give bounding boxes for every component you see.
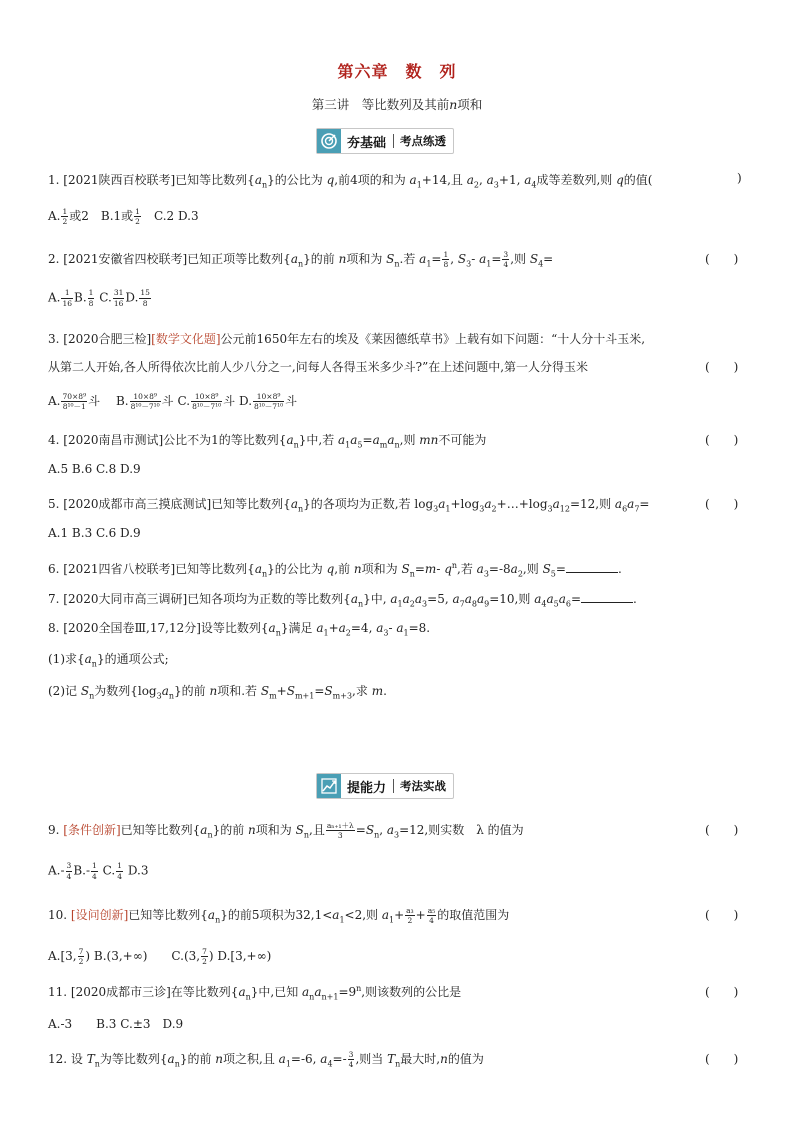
question-2: 2. [2021安徽省四校联考]已知正项等比数列$\{a_n\}$的前 n项和为 $S_n$.若 $a_1=$ $\frac{1}{8}$ , $S_3-$ $a_1=$ $\frac{3}{4}$ ,则 $S_4=$ (48, 249, 554, 269)
question-12: 12. 设 $T_n$为等比数列$\{a_n\}$的前 n项之积,且 $a_1=-6$, $a_4=-$ $\frac{3}{4}$ ,则当 $T_n$最大时,n的值为 (48, 1049, 484, 1069)
question-7: 7. [2020大同市高三调研]已知各项均为正数的等比数列$\{a_n\}$中, $a_1a_2a_3=5$, $a_7a_8a_9=10$,则 $a_4a_5a_6=$ . (48, 592, 637, 609)
answer-blank-6[interactable] (566, 562, 618, 573)
question-6: 6. [2021四省八校联考]已知等比数列$\{a_n\}$的公比为 q,前 n项和为 $S_n=m-$ $q^n$,若 $a_3=-8a_2$,则 $S_5=$ . (48, 561, 622, 579)
culture-tag: [数学文化题] (151, 332, 221, 346)
question-4: 4. [2020南昌市测试]公比不为1的等比数列$\{a_n\}$中,若 $a_1a_5=a_ma_n$,则 mn不可能为 (48, 433, 487, 450)
question-12-paren: ( ) (705, 1052, 739, 1066)
question-5-options: A.1 B.3 C.6 D.9 (48, 526, 141, 540)
question-3-options: A. $\frac{\text{70×8⁹}}{\text{8¹⁰－1}}$ 斗 B. $\frac{\text{10×8⁹}}{\text{8¹⁰－7¹⁰}}$ 斗 C. $\frac{\text{10×8⁹}}{\text{8¹⁰－7¹⁰}}$ 斗 D. $\frac{\text{10×8⁹}}{\text{8¹⁰－7¹⁰}}$ 斗 (48, 391, 298, 411)
question-3-line-1: 3. [2020合肥三检][数学文化题]公元前1650年左右的埃及《莱因德纸草书》上载有如下问题：“十人分十斗玉米, (48, 332, 646, 346)
question-3-paren: ( ) (705, 360, 739, 374)
question-11-paren: ( ) (705, 985, 739, 999)
banner-ability (316, 773, 454, 799)
question-10-paren: ( ) (705, 908, 739, 922)
question-8: 8. [2020全国卷Ⅲ,17,12分]设等比数列$\{a_n\}$满足 $a_1+a_2=4$, $a_3-$ $a_1=8$. (48, 621, 431, 638)
chart-trend-icon (317, 774, 341, 798)
banner-foundation (316, 128, 454, 154)
question-5: 5. [2020成都市高三摸底测试]已知等比数列$\{a_n\}$的各项均为正数,若 $\log_3a_1+\log_3a_2+\dots+\log_3a_{12}=12$,则 $a_6a_7=$ (48, 497, 650, 514)
question-8-part-1: (1)求$\{a_n\}$的通项公式; (48, 652, 169, 669)
question-11-options: A.-3 B.3 C.±3 D.9 (48, 1017, 184, 1031)
question-10-options: A.[3, $\frac{7}{2}$ ) B.(3,+∞) C.(3, $\frac{7}{2}$ ) D.[3,+∞) (48, 946, 272, 966)
banner-ability-title: 提能力 (347, 780, 387, 796)
question-11: 11. [2020成都市三诊]在等比数列$\{a_n\}$中,已知 $a_na_{n+1}=9^n$,则该数列的公比是 (48, 984, 462, 1002)
chapter-title: 第六章 数 列 (337, 62, 457, 81)
question-design-tag: [设问创新] (70, 908, 129, 922)
question-1-options: A. $\frac{1}{2}$ 或2 B.1或 $\frac{1}{2}$ C.2 D.3 (48, 206, 199, 226)
question-3-line-2: 从第二人开始,各人所得依次比前人少八分之一,问每人各得玉米多少斗?”在上述问题中,第一人分得玉米 (48, 360, 589, 374)
question-2-paren: ( ) (705, 252, 739, 266)
banner-foundation-title: 夯基础 (347, 135, 387, 151)
question-9: 9. [条件创新]已知等比数列$\{a_n\}$的前 n项和为 $S_n$,且 $\frac{\text{aₙ₊₁＋λ}}{3}$ $=S_n$, $a_3=12$,则实数 λ 的值为 (48, 820, 524, 840)
condition-tag: [条件创新] (63, 823, 121, 837)
banner-ability-subtitle: 考法实战 (400, 779, 447, 793)
banner-foundation-subtitle: 考点练透 (400, 134, 447, 148)
target-icon (317, 129, 341, 153)
answer-blank-7[interactable] (581, 592, 633, 603)
question-4-paren: ( ) (705, 433, 739, 447)
question-1: 1. [2021陕西百校联考]已知等比数列$\{a_n\}$的公比为 q,前4项的和为 $a_1+14$,且 $a_2$, $a_3+1$, $a_4$成等差数列,则 q的值( (48, 173, 653, 190)
question-9-options: A.- $\frac{3}{4}$ B.- $\frac{1}{4}$ C. $\frac{1}{4}$ D.3 (48, 861, 149, 881)
question-1-paren: ) (737, 171, 742, 185)
section-title: 第三讲 等比数列及其前n项和 (311, 97, 483, 112)
question-5-paren: ( ) (705, 497, 739, 511)
question-9-paren: ( ) (705, 823, 739, 837)
question-4-options: A.5 B.6 C.8 D.9 (48, 462, 141, 476)
question-2-options: A. $\frac{1}{16}$ B. $\frac{1}{8}$ C. $\frac{31}{16}$ D. $\frac{15}{8}$ (48, 288, 150, 308)
question-10: 10. [设问创新]已知等比数列$\{a_n\}$的前5项积为$32,1<a_1<2$,则 $a_1+$ $\frac{\text{a₃}}{2}$ + $\frac{\text{a₅}}{4}$ 的取值范围为 (48, 905, 510, 925)
question-8-part-2: (2)记 $S_n$为数列$\{\log_3a_n\}$的前 n项和.若 $S_m+S_{m+1}=S_{m+3}$,求 m. (48, 684, 387, 701)
